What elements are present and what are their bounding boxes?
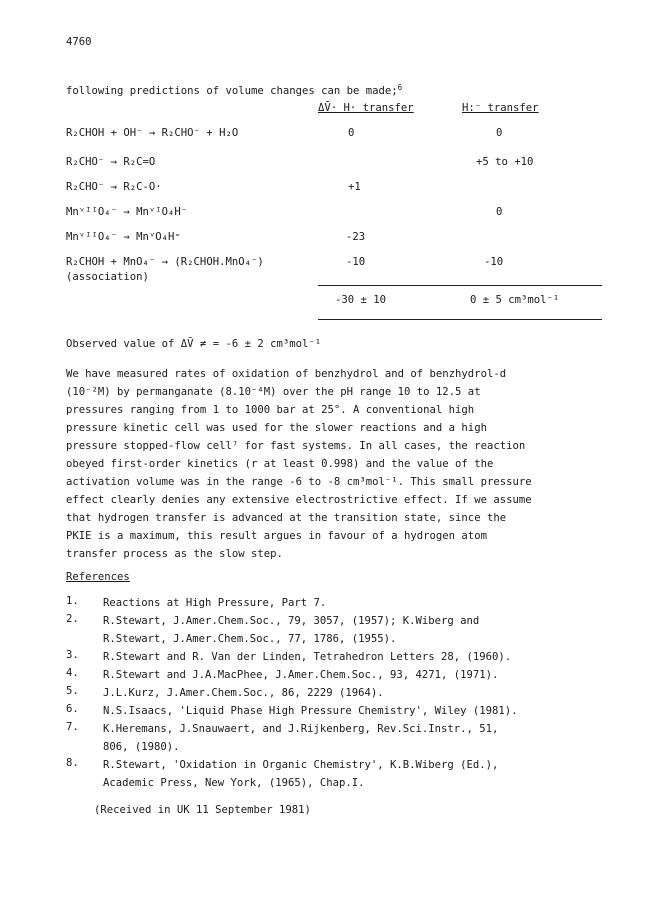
reference-line: R.Stewart and R. Van der Linden, Tetrahedron Letters 28, (1960). (103, 651, 512, 663)
table-row-left: MnᵛᴵᴵO₄⁻ → MnᵛO₄H⁼ (66, 231, 181, 243)
table-row-v2: 0 (496, 206, 503, 218)
reference-number: 2. (66, 613, 79, 625)
reference-number: 3. (66, 649, 79, 661)
total-v1: -30 ± 10 (335, 294, 387, 306)
intro-text: following predictions of volume changes can be made; (66, 85, 398, 97)
sum-rule-top (318, 285, 602, 286)
paragraph-line: pressures ranging from 1 to 1000 bar at 25°. A conventional high (66, 404, 475, 416)
page-number: 4760 (66, 36, 92, 48)
reference-line: R.Stewart, J.Amer.Chem.Soc., 77, 1786, (1955). (103, 632, 397, 645)
table-row-left: R₂CHO⁻ → R₂C-O· (66, 181, 162, 193)
paragraph-line: PKIE is a maximum, this result argues in favour of a hydrogen atom (66, 530, 487, 542)
table-row-left: R₂CHOH + OH⁻ → R₂CHO⁻ + H₂O (66, 127, 239, 139)
col2-header: H:⁻ transfer (462, 102, 539, 114)
reference-number: 6. (66, 703, 79, 715)
reference-line: J.L.Kurz, J.Amer.Chem.Soc., 86, 2229 (1964). (103, 687, 384, 699)
paragraph-line: transfer process as the slow step. (66, 548, 283, 560)
reference-line: R.Stewart, J.Amer.Chem.Soc., 79, 3057, (1957); K.Wiberg and (103, 615, 480, 627)
paragraph-line: effect clearly denies any extensive electrostrictive effect. If we assume (66, 494, 532, 506)
paragraph-line: pressure kinetic cell was used for the slower reactions and a high (66, 422, 487, 434)
reference-number: 8. (66, 757, 79, 769)
reference-line: K.Heremans, J.Snauwaert, and J.Rijkenberg, Rev.Sci.Instr., 51, (103, 723, 499, 735)
reference-line: 806, (1980). (103, 740, 180, 753)
table-row-left: MnᵛᴵᴵO₄⁻ → MnᵛᴵO₄H⁻ (66, 206, 188, 218)
sum-rule-bottom (318, 319, 602, 320)
observed-value: Observed value of ΔV̄ ≠ = -6 ± 2 cm³mol⁻¹ (66, 338, 322, 350)
paragraph-line: obeyed first-order kinetics (r at least 0.998) and the value of the (66, 458, 494, 470)
reference-line: R.Stewart and J.A.MacPhee, J.Amer.Chem.Soc., 93, 4271, (1971). (103, 669, 499, 681)
reference-line: N.S.Isaacs, 'Liquid Phase High Pressure Chemistry', Wiley (1981). (103, 705, 518, 717)
body-paragraph (66, 365, 532, 563)
reference-number: 1. (66, 595, 79, 607)
references-heading: References (66, 571, 130, 583)
paragraph-line: that hydrogen transfer is advanced at the transition state, since the (66, 512, 507, 524)
reference-line: Reactions at High Pressure, Part 7. (103, 597, 327, 609)
table-row-v1: +1 (348, 181, 361, 193)
reference-line: Academic Press, New York, (1965), Chap.I. (103, 776, 365, 789)
paragraph-line: (10⁻²M) by permanganate (8.10⁻⁴M) over the pH range 10 to 12.5 at (66, 386, 481, 398)
paragraph-line: pressure stopped-flow cell⁷ for fast systems. In all cases, the reaction (66, 440, 526, 452)
reference-line: R.Stewart, 'Oxidation in Organic Chemistry', K.B.Wiberg (Ed.), (103, 759, 499, 771)
paragraph-line: activation volume was in the range -6 to -8 cm³mol⁻¹. This small pressure (66, 476, 532, 488)
intro-ref: 6 (397, 83, 403, 92)
table-row-v2: 0 (496, 127, 503, 139)
col1-header: ΔV̄· H· transfer (318, 102, 414, 114)
paragraph-line: We have measured rates of oxidation of benzhydrol and of benzhydrol-d (66, 368, 507, 380)
table-row-v1: -23 (346, 231, 366, 243)
reference-number: 5. (66, 685, 79, 697)
intro-line (66, 84, 402, 98)
total-v2: 0 ± 5 cm³mol⁻¹ (470, 294, 560, 306)
table-row-v2: -10 (484, 256, 504, 268)
table-row-v1: 0 (348, 127, 355, 139)
reference-number: 4. (66, 667, 79, 679)
association-label: (association) (66, 271, 149, 283)
table-row-v2: +5 to +10 (476, 156, 534, 168)
table-row-left: R₂CHO⁻ → R₂C=O (66, 156, 156, 168)
reference-number: 7. (66, 721, 79, 733)
table-row-left: R₂CHOH + MnO₄⁻ → (R₂CHOH.MnO₄⁻) (66, 256, 264, 268)
table-row-v1: -10 (346, 256, 366, 268)
received-date: (Received in UK 11 September 1981) (94, 804, 311, 816)
